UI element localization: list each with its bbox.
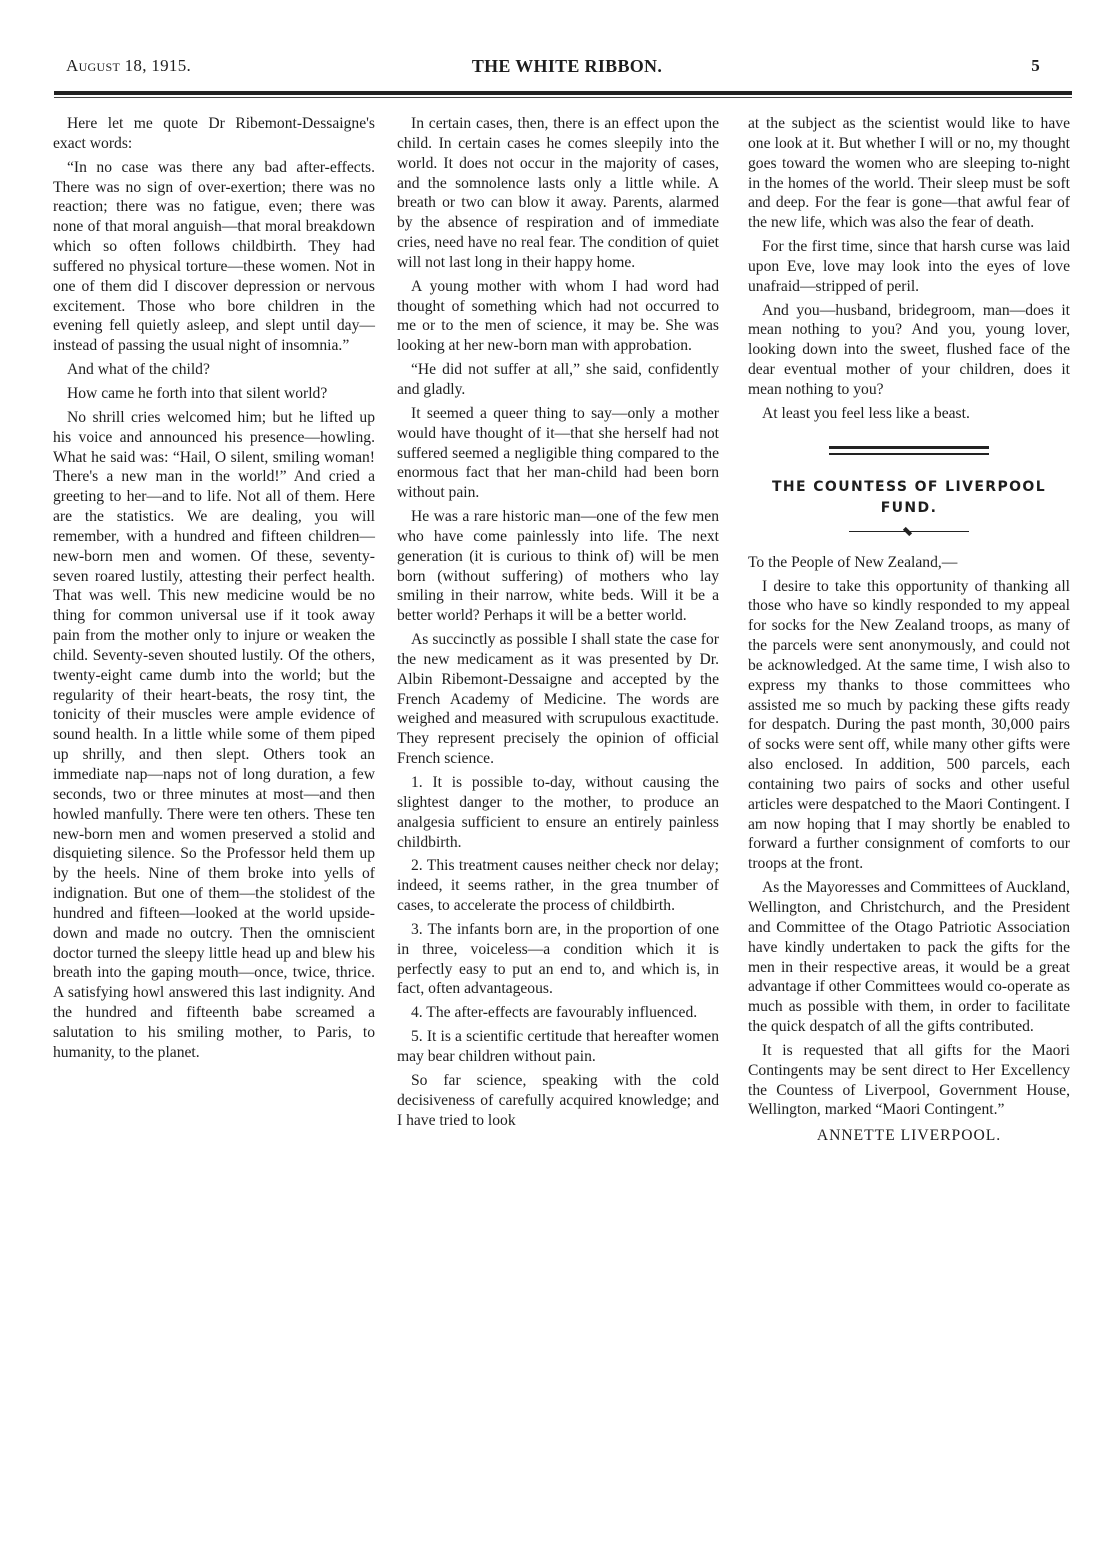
article-paragraph: He was a rare historic man—one of the few men who have come painlessly into life. The next generation (it is curious to think of) will be men born (without suffering) of mothers who lay smiling in their narrow, white beds. Will it be a better world? Perhaps it will be a better world. (397, 508, 719, 625)
article-paragraph: So far science, speaking with the cold decisiveness of carefully acquired knowledge; and I have tried to look (397, 1071, 719, 1129)
article-headline: THE COUNTESS OF LIVERPOOL FUND. (771, 478, 1047, 516)
article-paragraph: No shrill cries welcomed him; but he lifted up his voice and announced his presence—howling. What he said was: “Hail, O silent, smiling woman! There's a new man in the world!” And cried a greeting to her—and to life. Not all of them. Here are the statistics. We are dealing, you will remember, with a hundred and fifteen children—new-born men and women. Of these, seventy-seven roared lustily, attesting their perfect health. That was well. This new medicine would be no thing for common universal use if it took away pain from the mother only to injure or weaken the child. Seventy-seven shouted lustily. Of the others, twenty-eight came dumb into the world; but the regularity of their heart-beats, the rosy tint, the tonicity of their muscles were ample evidence of sound health. In a little while some of them piped up shrilly, and then slept. Others took an immediate nap—naps not of long duration, a few seconds, two or three minutes at most—and then howled manfully. There were ten others. These ten new-born men and women preserved a stolid and disquieting silence. So the Professor held them up by the heels. Nine of them broke into yells of indignation. But one of them—the stolidest of the hundred and fifteen—looked at the world upside-down and made no outcry. Then the omniscient doctor turned the sleepy little head up and blew his breath into the gaping mouth—once, twice, thrice. A satisfying howl answered this last indignity. And the hundred and fifteenth babe screamed a salutation to his smiling mother, to Paris, to humanity, to the planet. (53, 408, 375, 1061)
ornament-rule (849, 525, 969, 539)
article-paragraph: “In no case was there any bad after-effects. There was no sign of over-exertion; there was no reaction; there was no fatigue, even; there was none of that moral anguish—that moral breakdown which so often follows childbirth. They had suffered no physical torture—these women. Not in one of them did I discover depression or nervous excitement. Those who bore children in the evening fell quietly asleep, and slept until day—instead of passing the usual night of insomnia.” (53, 158, 375, 355)
column-3 (748, 114, 1070, 1146)
article-paragraph: at the subject as the scientist would like to have one look at it. But whether I will or no, my thought goes toward the women who are sleeping to-night in the homes of the world. Their sleep must be soft and deep. For the fear is gone—that awful fear of the new life, which was also the fear of death. (748, 115, 1070, 232)
column-1 (53, 114, 375, 1067)
numbered-point: 5. It is a scientific certitude that hereafter women may bear children without pain. (397, 1028, 719, 1065)
article-paragraph: And you—husband, bridegroom, man—does it mean nothing to you? And you, young lover, looking down into the sweet, flushed face of the dear eventual mother of your children, does it mean nothing to you? (748, 301, 1070, 398)
salutation: To the People of New Zealand,— (748, 553, 958, 571)
page-number: 5 (1031, 56, 1040, 75)
article-paragraph: Here let me quote Dr Ribemont-Dessaigne's exact words: (53, 115, 375, 152)
article-paragraph: At least you feel less like a beast. (762, 404, 970, 422)
numbered-point: 3. The infants born are, in the proportion of one in three, voiceless—a condition which it is perfectly easy to put an end to, and which is, in fact, often advantageous. (397, 920, 719, 998)
column-2 (397, 114, 719, 1134)
numbered-point: 1. It is possible to-day, without causing the slightest danger to the mother, to produce an analgesia sufficient to ensure an entirely painless childbirth. (397, 774, 719, 851)
article-paragraph: How came he forth into that silent world? (67, 384, 328, 402)
article-paragraph: A young mother with whom I had word had thought of something which had not occurred to me or to the men of science, it may be. She was looking at her new-born man with approbation. (397, 277, 719, 355)
diamond-icon (903, 527, 912, 536)
article-paragraph: It is requested that all gifts for the Maori Contingents may be sent direct to Her Excellency the Countess of Liverpool, Government House, Wellington, marked “Maori Contingent.” (748, 1041, 1070, 1119)
signature: ANNETTE LIVERPOOL. (816, 1127, 1002, 1145)
article-paragraph: As the Mayoresses and Committees of Auckland, Wellington, and Christchurch, and the President and Committee of the Otago Patriotic Association have kindly undertaken to pack the gifts for the men in their respective areas, it would be a great advantage if other Committees would co-operate as much as possible with them, in order to facilitate the quick despatch of all the gifts contributed. (748, 879, 1070, 1036)
issue-date: August 18, 1915. (66, 56, 192, 75)
numbered-point: 4. The after-effects are favourably influenced. (411, 1004, 698, 1022)
article-paragraph: As succinctly as possible I shall state the case for the new medicament as it was presented by Dr. Albin Ribemont-Dessaigne and accepted by the French Academy of Medicine. The words are weighed and measured with scrupulous exactitude. They represent precisely the opinion of official French science. (397, 631, 719, 768)
article-paragraph: In certain cases, then, there is an effect upon the child. In certain cases he comes sleepily into the world. It does not occur in the majority of cases, and the somnolence lasts only a little while. A breath or two can blow it away. Parents, alarmed by the absence of respiration and of immediate cries, need have no real fear. The condition of quiet will not last long in their happy home. (397, 115, 719, 271)
article-paragraph: It seemed a queer thing to say—only a mother would have thought of it—that she herself had not suffered seemed a negligible thing compared to the enormous fact that her man-child had been born without pain. (397, 404, 719, 502)
publication-title: THE WHITE RIBBON. (471, 56, 663, 76)
article-paragraph: And what of the child? (67, 361, 210, 379)
article-paragraph: “He did not suffer at all,” she said, confidently and gladly. (397, 361, 719, 398)
section-divider (829, 446, 989, 455)
numbered-point: 2. This treatment causes neither check nor delay; indeed, it seems rather, in the grea tnumber of cases, to accelerate the process of childbirth. (397, 857, 719, 915)
header-rule (54, 91, 1072, 98)
masthead (66, 56, 1068, 80)
article-paragraph: I desire to take this opportunity of thanking all those who have so kindly responded to my appeal for socks for the New Zealand troops, as many of the parcels were sent anonymously, and could not be acknowledged. At the same time, I wish also to express my thanks to those committees who assisted me so much by packing these gifts ready for despatch. During the past month, 30,000 pairs of socks were sent off, while many other gifts were also enclosed. In addition, 500 parcels, each containing two pairs of socks and other useful articles were despatched to the Maori Contingent. I am now hoping that I may shortly be enabled to forward a further consignment of comforts to our troops at the front. (748, 577, 1070, 873)
article-paragraph: For the first time, since that harsh curse was laid upon Eve, love may look into the eyes of love unafraid—stripped of peril. (748, 238, 1070, 295)
